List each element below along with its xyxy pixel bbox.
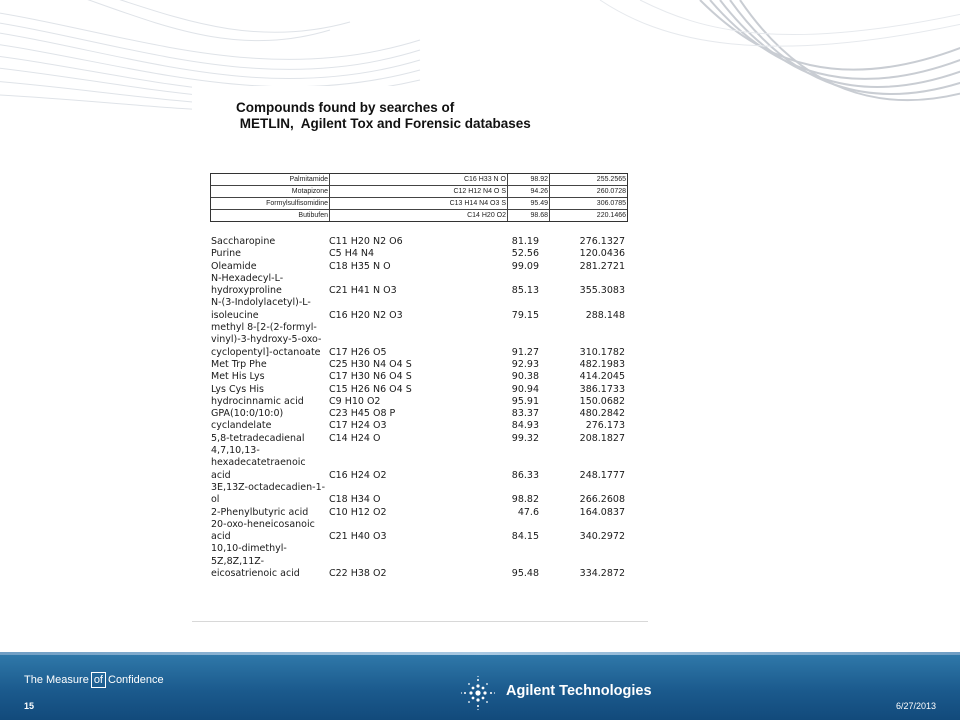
- table-cell-score: 98.68: [530, 212, 548, 219]
- compound-formula: C21 H40 O3: [329, 531, 387, 543]
- table-cell-mass: 220.1466: [596, 212, 626, 219]
- compound-formula: C17 H30 N6 O4 S: [329, 371, 412, 383]
- compound-mass: 164.0837: [579, 506, 625, 518]
- table-cell-name: Formylsulfisomidine: [266, 200, 328, 207]
- compound-mass: 340.2972: [579, 531, 625, 543]
- compound-score: 52.56: [511, 248, 539, 260]
- list-item: [211, 261, 631, 273]
- compound-name: Met His Lys: [211, 371, 265, 383]
- compound-mass: 386.1733: [579, 383, 625, 395]
- compound-mass: 480.2842: [579, 408, 625, 420]
- compound-score: 47.6: [517, 506, 539, 518]
- tagline-boxed-word: of: [91, 672, 106, 688]
- compound-score: 95.91: [511, 395, 539, 407]
- list-item: [211, 420, 631, 432]
- compound-score: 90.38: [511, 371, 539, 383]
- compound-name: 3E,13Z-octadecadien-1-ol: [211, 481, 326, 506]
- compound-formula: C11 H20 N2 O6: [329, 236, 403, 247]
- list-item: [211, 445, 631, 482]
- compound-formula: C21 H41 N O3: [329, 285, 397, 297]
- slide-date: 6/27/2013: [895, 701, 936, 711]
- list-item: [211, 297, 631, 322]
- compound-name: 5,8-tetradecadienal: [211, 432, 305, 444]
- compound-score: 85.13: [511, 285, 539, 297]
- compound-mass: 276.173: [585, 420, 625, 432]
- compound-name: cyclandelate: [211, 420, 272, 432]
- table-cell-mass: 306.0785: [596, 200, 626, 207]
- compound-formula: C10 H12 O2: [329, 506, 387, 518]
- table-cell-formula: C13 H14 N4 O3 S: [449, 200, 506, 207]
- compound-formula: C25 H30 N4 O4 S: [329, 358, 412, 370]
- list-item: [211, 507, 631, 519]
- compound-mass: 276.1327: [579, 236, 625, 247]
- footer-bar: [0, 655, 960, 720]
- compound-formula: C9 H10 O2: [329, 395, 381, 407]
- title-line-1: Compounds found by searches of: [236, 100, 455, 115]
- compound-formula: C18 H34 O: [329, 494, 381, 506]
- agilent-spark-icon: [460, 675, 496, 711]
- brand-name: Agilent Technologies: [506, 683, 652, 699]
- table-row: [211, 174, 627, 186]
- table-row: [211, 198, 627, 210]
- list-item: [211, 322, 631, 359]
- compound-name: GPA(10:0/10:0): [211, 408, 284, 420]
- compound-name: Met Trp Phe: [211, 358, 267, 370]
- compound-name: 2-Phenylbutyric acid: [211, 506, 309, 518]
- compound-formula: C17 H24 O3: [329, 420, 387, 432]
- compound-score: 90.94: [511, 383, 539, 395]
- compound-mass: 288.148: [585, 309, 625, 321]
- compound-name: Lys Cys His: [211, 383, 264, 395]
- table-cell-formula: C12 H12 N4 O S: [453, 188, 506, 195]
- compound-mass: 310.1782: [579, 346, 625, 358]
- list-item: [211, 273, 631, 298]
- table-cell-score: 98.92: [530, 176, 548, 183]
- compound-mass: 355.3083: [579, 285, 625, 297]
- compound-formula: C22 H38 O2: [329, 568, 387, 580]
- compound-name: Purine: [211, 248, 241, 260]
- table-row: [211, 210, 627, 222]
- compound-formula: C23 H45 O8 P: [329, 408, 396, 420]
- list-item: [211, 236, 631, 248]
- compound-score: 99.32: [511, 432, 539, 444]
- compound-formula: C15 H26 N6 O4 S: [329, 383, 412, 395]
- table-cell-name: Palmitamide: [289, 176, 328, 183]
- compound-mass: 414.2045: [579, 371, 625, 383]
- compound-name: Saccharopine: [211, 236, 276, 247]
- compound-mass: 248.1777: [579, 469, 625, 481]
- compound-name: N-(3-Indolylacetyl)-L-isoleucine: [211, 297, 311, 321]
- list-item: [211, 248, 631, 260]
- compound-score: 83.37: [511, 408, 539, 420]
- compound-mass: 150.0682: [579, 395, 625, 407]
- compound-score: 99.09: [511, 260, 539, 272]
- compound-mass: 266.2608: [579, 494, 625, 506]
- list-item: [211, 408, 631, 420]
- table-cell-name: Butibufen: [298, 212, 328, 219]
- table-cell-mass: 260.0728: [596, 188, 626, 195]
- compound-score: 81.19: [511, 236, 539, 247]
- compound-formula: C16 H24 O2: [329, 469, 387, 481]
- compound-name: 20-oxo-heneicosanoic acid: [211, 518, 315, 543]
- list-item: [211, 433, 631, 445]
- table-cell-formula: C14 H20 O2: [467, 212, 506, 219]
- compound-name: hydrocinnamic acid: [211, 395, 304, 407]
- tagline-pre: The Measure: [24, 674, 89, 686]
- compound-formula: C14 H24 O: [329, 432, 381, 444]
- compound-formula: C16 H20 N2 O3: [329, 309, 403, 321]
- list-item: [211, 384, 631, 396]
- table-cell-score: 94.26: [530, 188, 548, 195]
- compound-score: 84.15: [511, 531, 539, 543]
- compound-mass: 482.1983: [579, 358, 625, 370]
- list-item: [211, 396, 631, 408]
- compound-name: Oleamide: [211, 260, 257, 272]
- table-cell-formula: C16 H33 N O: [463, 176, 506, 183]
- compound-mass: 120.0436: [579, 248, 625, 260]
- compound-score: 91.27: [511, 346, 539, 358]
- compound-formula: C18 H35 N O: [329, 260, 391, 272]
- table-row: [211, 186, 627, 198]
- tagline-post: Confidence: [108, 674, 164, 686]
- list-item: [211, 543, 631, 580]
- compound-formula: C17 H26 O5: [329, 346, 387, 358]
- compound-score: 98.82: [511, 494, 539, 506]
- compound-score: 86.33: [511, 469, 539, 481]
- highlighted-compounds-table: [210, 173, 628, 222]
- compound-mass: 208.1827: [579, 432, 625, 444]
- list-item: [211, 371, 631, 383]
- compound-list: [211, 236, 631, 580]
- list-item: [211, 482, 631, 507]
- compound-name: methyl 8-[2-(2-formyl-vinyl)-3-hydroxy-5-oxo-cyclopentyl]-octanoate: [211, 322, 322, 358]
- compound-name: 10,10-dimethyl-5Z,8Z,11Z-eicosatrienoic acid: [211, 543, 300, 580]
- compound-name: 4,7,10,13-hexadecatetraenoic acid: [211, 445, 306, 481]
- list-item: [211, 519, 631, 544]
- compound-score: 79.15: [511, 309, 539, 321]
- document-image: [192, 86, 648, 622]
- compound-score: 84.93: [511, 420, 539, 432]
- compound-formula: C5 H4 N4: [329, 248, 375, 260]
- list-item: [211, 359, 631, 371]
- compound-score: 92.93: [511, 358, 539, 370]
- table-cell-score: 95.49: [530, 200, 548, 207]
- title-line-2: METLIN, Agilent Tox and Forensic databases: [236, 116, 531, 131]
- table-cell-name: Motapizone: [291, 188, 328, 195]
- table-cell-mass: 255.2565: [596, 176, 626, 183]
- page-number: 15: [24, 701, 35, 711]
- compound-mass: 334.2872: [579, 568, 625, 580]
- compound-mass: 281.2721: [579, 260, 625, 272]
- compound-name: N-Hexadecyl-L-hydroxyproline: [211, 272, 284, 297]
- footer-tagline: [24, 672, 164, 688]
- document-title: [236, 100, 531, 132]
- compound-score: 95.48: [511, 568, 539, 580]
